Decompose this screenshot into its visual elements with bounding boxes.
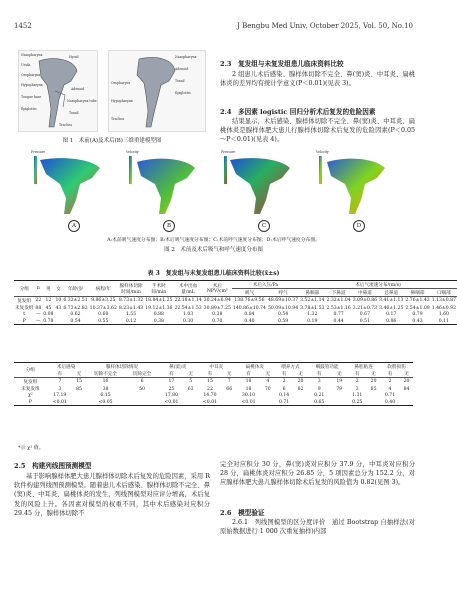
- table-cell: <0.01: [52, 399, 67, 405]
- table-cell: <0.01: [241, 399, 256, 405]
- label-a-2: Oropharynx: [21, 73, 41, 77]
- th: 术后感染: [56, 364, 76, 370]
- journal-header: J Bengbu Med Univ, October 2025, Vol. 50, No.10: [237, 22, 413, 30]
- table-cell: 1.03: [182, 312, 194, 318]
- table-cell: 22.18±1.14: [174, 298, 202, 304]
- velocity-heatmap-c: [220, 150, 306, 220]
- table-cell: [331, 399, 347, 406]
- table-cell: 22: [207, 386, 213, 392]
- table-subheader: 无: [76, 371, 82, 377]
- table-cell: 0.38: [212, 312, 223, 318]
- table-cell: 38: [102, 386, 109, 392]
- table-cell: 3: [355, 386, 359, 392]
- table-cell: 3.46±1.25: [379, 305, 404, 311]
- section-2-5-continued: 完全对应积分 30 分，鼻(窦)炎对应积分 37.9 分，中耳炎对应积分 28 分，扁桃体炎对应积分 26.85 分，5 项因素总分为 152.2 分，对应腺样体肥大患儿腺样体切除术后复发的风险值为 0.82(见图 3)。: [220, 461, 415, 487]
- section-2-3-heading: 2.3 复发组与未复发组患儿临床资料比较: [220, 60, 344, 68]
- table-cell: 0.67: [359, 312, 371, 318]
- table-cell: 0.59: [277, 318, 289, 324]
- table-cell: <0.01: [202, 399, 217, 405]
- table-subheader: 有: [316, 371, 322, 377]
- table-cell: 2: [282, 379, 286, 385]
- table-cell: 85: [370, 386, 377, 392]
- label-a-9: Tonsil: [69, 111, 79, 115]
- table-cell: 4: [388, 386, 392, 392]
- figure2-panel-d: [315, 150, 401, 220]
- panel-letter-c: C: [258, 220, 270, 232]
- th: 喂养方式: [281, 364, 300, 370]
- table-row: [14, 378, 413, 386]
- table-cell: 1.60: [438, 312, 449, 318]
- label-a-0: Nasopharynx: [21, 53, 43, 57]
- velocity-heatmap-d: [315, 150, 401, 220]
- label-a-5: Epiglottis: [21, 107, 37, 111]
- th: 分组: [25, 368, 36, 374]
- table-cell: 3.21±0.73: [352, 305, 378, 311]
- table-cell: 0.88: [153, 312, 164, 318]
- table3-title-symbol: x̄±s: [264, 270, 277, 277]
- th: 女: [56, 286, 61, 292]
- table-cell: 22: [35, 298, 42, 304]
- th: 术后NPV/cm³: [206, 284, 228, 295]
- table-cell: [184, 399, 197, 406]
- label-a-6: Hyoid: [69, 55, 79, 59]
- table-cell: 19.12±1.36: [145, 305, 173, 311]
- table-cell: 6.15: [100, 393, 111, 399]
- table-cell: [126, 399, 159, 406]
- label-a-4: Tongue base: [21, 95, 42, 99]
- panel-letter-d: D: [353, 220, 365, 232]
- table-cell: 9.86±3.25: [91, 298, 116, 304]
- table-cell: 45: [45, 305, 52, 311]
- figure1-caption: 图 1 术前(A)及术后(B)三维重建模型图: [62, 138, 162, 144]
- table-cell: <0.05: [98, 399, 113, 405]
- table-cell: 0.43: [412, 318, 423, 324]
- table-cell: 138.76±9.56: [234, 298, 265, 304]
- table-cell: 3: [58, 386, 62, 392]
- table-cell: 未复发组: [15, 306, 34, 312]
- table-cell: 6: [140, 379, 144, 385]
- table-cell: 17: [168, 379, 175, 385]
- label-b-1: Adenoid: [175, 67, 189, 71]
- table-cell: t: [23, 312, 26, 318]
- table-cell: 70: [264, 386, 271, 392]
- table-cell: 7: [227, 379, 231, 385]
- label-b-6: Trachea: [111, 117, 125, 121]
- table-subheader: 无: [188, 371, 193, 377]
- table-cell: 0.70: [212, 318, 223, 324]
- panel-c-title: Pressure: [221, 150, 236, 154]
- table-cell: 0.84: [244, 312, 255, 318]
- table-cell: 88: [35, 305, 42, 311]
- table-cell: 0.44: [333, 318, 344, 324]
- th: 鼻咽部: [410, 290, 425, 296]
- table-subheader: 有: [281, 371, 287, 377]
- table-cell: [54, 318, 62, 325]
- section-2-5-text: 基于影响腺样体肥大患儿腺样体切除术后复发的危险因素，采用 R 软件构建列线图预测模型。随着患儿术后感染、腺样体切除不完全、鼻(窦)炎、中耳炎、扁桃体炎的发生，列线图模型对应评分增高，术后复发的风险上升。各因素对模型的权重不同，其中术后感染对应积分 29.45 分，腺样体切除不: [14, 473, 210, 517]
- figure2-caption: 图 2 术前及术后吸气和呼气速度分布图: [164, 247, 263, 253]
- table-cell: 3.78±1.53: [300, 305, 325, 311]
- table-cell: 0.40: [244, 318, 255, 324]
- th: 病程/年: [95, 286, 111, 292]
- table-cell: 0.40: [384, 399, 396, 405]
- table-cell: 1.13±0.87: [431, 298, 457, 304]
- panel-d-title: Velocity: [316, 150, 329, 154]
- table-cell: 2.32±1.04: [326, 298, 351, 304]
- table-cell: 7: [58, 379, 62, 385]
- table-cell: 0.11: [438, 318, 449, 324]
- panel-a-title: Pressure: [31, 150, 46, 154]
- table-subheader: 无: [226, 371, 232, 377]
- table-cell: 5: [189, 379, 193, 385]
- table-row: [14, 386, 413, 393]
- table-cell: 未复发组: [21, 387, 40, 393]
- table-cell: <0.01: [164, 399, 179, 405]
- table-cell: 18.84±1.25: [145, 298, 173, 304]
- table-cell: 1.31: [352, 393, 363, 399]
- table-cell: 0.86: [386, 318, 397, 324]
- label-b-3: Epiglottis: [175, 91, 191, 95]
- table-cell: 20: [403, 379, 410, 385]
- figure1-panel-b: [108, 50, 206, 132]
- velocity-heatmap-a: [30, 150, 116, 220]
- table-cell: 43: [55, 305, 62, 311]
- table-cell: 17.19: [53, 393, 67, 399]
- th: 鼻腔粘连: [354, 364, 373, 370]
- table3-part2: [14, 362, 413, 406]
- table-cell: 48.69±10.37: [267, 298, 299, 304]
- table-cell: 2: [388, 379, 392, 385]
- table-cell: P: [22, 318, 26, 324]
- table-subheader: 有: [246, 371, 251, 377]
- velocity-heatmap-b: [125, 150, 211, 220]
- table-cell: 0.17: [386, 312, 397, 318]
- table-cell: 1.55: [125, 312, 137, 318]
- section-2-3-text: 2 组患儿术后感染、腺样体切除不完全、鼻(窦)炎、中耳炎、扁桃体炎的差异均有统计学意义(P＜0.01)(见表 3)。: [220, 71, 415, 88]
- th: 软腭损伤: [387, 364, 406, 370]
- label-b-5: Hypopharynx: [111, 99, 133, 103]
- table-cell: P: [28, 399, 32, 405]
- table-subheader: 有: [387, 371, 393, 377]
- figure2-legend: A:术前吸气速度分布图；B:术后吸气速度分布图；C:术前呼气速度分布图；D:术后呼气速度分布图。: [107, 238, 320, 243]
- figure2-panel-a: [30, 150, 116, 220]
- th: 术后气流速分布/(m/s): [299, 281, 457, 289]
- th: 术中出血量/mL: [178, 283, 198, 295]
- table-cell: 6: [282, 386, 286, 392]
- table-cell: [400, 399, 413, 406]
- table-cell: 3.41±1.13: [379, 298, 404, 304]
- table-cell: 16: [102, 379, 109, 385]
- table-cell: 15: [207, 379, 213, 385]
- table-subheader: 无: [371, 371, 376, 377]
- th: 年龄/岁: [67, 286, 84, 292]
- table-cell: 50: [139, 386, 145, 392]
- table-row: [14, 305, 457, 312]
- panel-letter-a: A: [68, 220, 80, 232]
- th: 咽鼓管功能: [315, 364, 339, 370]
- table-cell: 1.32: [307, 312, 318, 318]
- table-subheader: 切除不完全: [94, 371, 117, 377]
- table-cell: 0.60: [98, 312, 109, 318]
- label-a-10: Trachea: [59, 123, 73, 127]
- table-cell: 50.09±10.94: [267, 305, 299, 311]
- table-cell: 2.53±1.16: [326, 305, 351, 311]
- th: 总鼻道: [384, 290, 399, 296]
- table-row: [14, 399, 413, 406]
- table-cell: 0.25: [352, 399, 363, 405]
- table-cell: 0.14: [278, 393, 290, 399]
- table-cell: 6.73±2.82: [63, 305, 88, 311]
- table-cell: 12: [45, 298, 52, 304]
- table-cell: 84: [403, 386, 410, 392]
- table-cell: 30.10: [241, 393, 256, 399]
- figure2-panel-b: [125, 150, 211, 220]
- section-2-6-heading: 2.6 模型验证: [220, 509, 265, 517]
- th: 口咽部: [436, 290, 451, 296]
- table-cell: —: [36, 312, 41, 318]
- table-subheader: 无: [265, 371, 271, 377]
- table-cell: 20: [297, 379, 304, 385]
- table-cell: 0.21: [314, 393, 325, 399]
- table-subheader: 无: [404, 371, 409, 377]
- th: 鼻咽部: [305, 290, 320, 296]
- table-cell: 0.54: [70, 318, 81, 324]
- table-subheader: 有: [169, 371, 174, 377]
- label-a-7: Adenoid: [71, 87, 85, 91]
- table-cell: —: [36, 318, 41, 324]
- th: 吸气: [244, 290, 255, 296]
- table-cell: [223, 399, 236, 406]
- table-cell: 10.37±3.62: [89, 305, 117, 311]
- figure1-panel-a: [18, 50, 98, 132]
- section-2-6-text: 2.6.1 列线图模型的区分度评价 通过 Bootstrap 自抽样法(对原始数据进行 1 000 次重复抽样)内部: [220, 519, 415, 536]
- table-cell: χ²: [28, 393, 33, 399]
- label-b-2: Tonsil: [175, 79, 185, 83]
- table-subheader: 有: [207, 371, 213, 377]
- table-cell: 6.32±2.51: [63, 298, 88, 304]
- table3-part1: [14, 280, 457, 325]
- table-cell: 2.54±1.09: [405, 305, 430, 311]
- table-cell: 9: [317, 386, 321, 392]
- table-cell: 19: [336, 379, 343, 385]
- table-cell: 0.77: [333, 312, 344, 318]
- page-number: 1452: [14, 22, 32, 30]
- table-cell: 79: [336, 386, 343, 392]
- table-cell: 0.79: [412, 312, 423, 318]
- table-cell: 18: [245, 386, 252, 392]
- table-cell: 63: [187, 386, 194, 392]
- panel-letter-b: B: [163, 220, 175, 232]
- table-cell: 10: [55, 298, 62, 304]
- table-cell: 30.24±6.94: [203, 298, 231, 304]
- table-cell: 8.73±1.32: [118, 298, 144, 304]
- section-2-4-heading: 2.4 多因素 logistic 回归分析术后复发的危险因素: [220, 108, 376, 116]
- th: 呼气: [278, 290, 288, 296]
- label-a-3: Hypopharynx: [21, 83, 43, 87]
- table-cell: 0.78: [43, 318, 54, 324]
- table-cell: 0.55: [98, 318, 109, 324]
- table3-part2-table: [14, 362, 413, 406]
- label-b-4: Oropharynx: [111, 81, 131, 85]
- table3-title: [14, 268, 413, 277]
- label-a-1: Uvula: [21, 63, 31, 67]
- table-row: [14, 297, 457, 305]
- table-cell: 66: [226, 386, 233, 392]
- table-cell: 3.09±0.86: [352, 298, 378, 304]
- table-cell: [294, 399, 307, 406]
- table-cell: 2.76±1.42: [405, 298, 430, 304]
- table-cell: 0.71: [278, 399, 290, 405]
- table-row: [14, 318, 457, 325]
- panel-b-title: Velocity: [126, 150, 139, 154]
- table-subheader: 有: [354, 371, 360, 377]
- th: 腺样体切除情况: [105, 364, 139, 370]
- label-b-0: Nasopharynx: [175, 55, 197, 59]
- table-subheader: 无: [298, 371, 303, 377]
- table-cell: 0.62: [70, 312, 81, 318]
- table-cell: 25: [168, 386, 175, 392]
- table-cell: 0.08: [43, 312, 54, 318]
- th: 分组: [19, 286, 29, 292]
- label-a-8: Nasopharynx tube: [67, 99, 97, 103]
- table-cell: [367, 399, 380, 406]
- th: 鼻(窦)炎: [169, 364, 187, 370]
- table3-title-end: ): [276, 270, 280, 277]
- section-2-4-text: 结果显示，术后感染、腺样体切除不完全、鼻(窦)炎、中耳炎、扁桃体炎是腺样体肥大患儿行腺样体切除术后复发的危险因素(P＜0.05～P＜0.01)(见表 4)。: [220, 118, 415, 144]
- table-cell: 0.30: [182, 318, 194, 324]
- section-2-5-heading: 2.5 构建列线图预测模型: [14, 462, 92, 470]
- table3-footnote: *示 χ² 值。: [18, 445, 44, 451]
- th: 男: [46, 286, 51, 292]
- th: 手术时间/min: [151, 283, 167, 295]
- table-cell: 0.19: [307, 318, 318, 324]
- figure2-panel-c: [220, 150, 306, 220]
- table-cell: 0.12: [125, 318, 137, 324]
- table-cell: 1.46±0.92: [431, 305, 457, 311]
- table-cell: 14.70: [203, 393, 217, 399]
- th: 扁桃体炎: [245, 364, 265, 370]
- table-cell: [261, 399, 274, 406]
- table-cell: [73, 399, 86, 406]
- table-cell: 140.86±10.74: [232, 305, 266, 311]
- table-cell: 0.71: [384, 393, 396, 399]
- table-cell: 82: [297, 386, 304, 392]
- table-cell: 0.54: [277, 312, 289, 318]
- table-subheader: 切除完全: [132, 371, 152, 377]
- preop-airway-model: [19, 51, 97, 131]
- th: 下鼻道: [331, 290, 346, 296]
- table-cell: 0.65: [314, 399, 325, 405]
- table-cell: 30.89±7.25: [203, 305, 231, 311]
- table-cell: 8.23±1.43: [118, 305, 144, 311]
- table-cell: 0.51: [359, 318, 371, 324]
- table3-part1-table: [14, 280, 457, 325]
- table-subheader: 有: [57, 371, 63, 377]
- table-cell: 4: [266, 379, 270, 385]
- th: 术后入压/Pa: [232, 281, 299, 289]
- figure2-panels: [30, 150, 410, 230]
- table-cell: 复发组: [23, 379, 38, 385]
- table-cell: 0.38: [153, 318, 164, 324]
- table-cell: 18: [245, 379, 252, 385]
- table-cell: 2: [355, 379, 359, 385]
- th: 腺样体切除时间/min: [119, 283, 143, 295]
- table-cell: 20: [370, 379, 377, 385]
- table-cell: 3.52±1.14: [300, 298, 325, 304]
- table-cell: 22.54±1.53: [174, 305, 202, 311]
- th: 中耳炎: [209, 364, 224, 370]
- th: n: [36, 286, 40, 292]
- table-cell: 17.80: [164, 393, 178, 399]
- table-subheader: 无: [337, 371, 342, 377]
- table-cell: 3: [317, 379, 321, 385]
- table3-title-text: 表 3 复发组与未复发组患儿临床资料比较(: [147, 270, 265, 277]
- table-cell: 85: [76, 386, 82, 392]
- th: 中鼻道: [358, 290, 372, 296]
- table-cell: 15: [76, 379, 82, 385]
- table-cell: 复发组: [17, 298, 32, 304]
